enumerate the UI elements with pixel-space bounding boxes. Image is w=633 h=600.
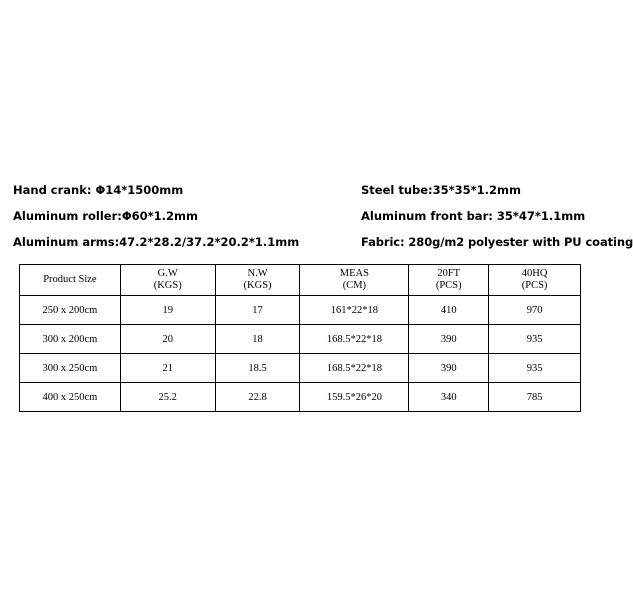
- cell-gross-weight: 25.2: [120, 383, 215, 412]
- packing-table: [19, 264, 581, 412]
- spec-hand-crank: Hand crank: Φ14*1500mm: [13, 183, 184, 197]
- header-product-size: [20, 265, 121, 296]
- header-label: N.W: [247, 268, 268, 279]
- cell-product-size: 250 x 200cm: [20, 296, 121, 325]
- cell-product-size: 400 x 250cm: [20, 383, 121, 412]
- cell-net-weight: 17: [215, 296, 300, 325]
- cell-20ft: 340: [409, 383, 489, 412]
- cell-20ft: 410: [409, 296, 489, 325]
- cell-gross-weight: 20: [120, 325, 215, 354]
- cell-40hq: 970: [489, 296, 581, 325]
- header-unit: (KGS): [153, 280, 182, 291]
- header-unit: (PCS): [521, 280, 548, 291]
- header-measurement: [300, 265, 409, 296]
- table-row: [20, 383, 581, 412]
- cell-net-weight: 18.5: [215, 354, 300, 383]
- cell-40hq: 935: [489, 354, 581, 383]
- header-net-weight: [215, 265, 300, 296]
- header-unit: (KGS): [243, 280, 272, 291]
- cell-gross-weight: 21: [120, 354, 215, 383]
- spec-aluminum-arms: Aluminum arms:47.2*28.2/37.2*20.2*1.1mm: [13, 235, 300, 249]
- cell-40hq: 785: [489, 383, 581, 412]
- cell-net-weight: 22.8: [215, 383, 300, 412]
- table-header-row: [20, 265, 581, 296]
- cell-measurement: 159.5*26*20: [300, 383, 409, 412]
- spec-fabric: Fabric: 280g/m2 polyester with PU coating: [361, 235, 633, 249]
- header-unit: (PCS): [435, 280, 462, 291]
- header-label: MEAS: [339, 268, 369, 279]
- header-label: Product Size: [43, 274, 97, 285]
- spec-steel-tube: Steel tube:35*35*1.2mm: [361, 183, 522, 197]
- header-label: G.W: [157, 268, 178, 279]
- table-row: [20, 296, 581, 325]
- header-unit: (CM): [342, 280, 367, 291]
- cell-gross-weight: 19: [120, 296, 215, 325]
- table-row: [20, 354, 581, 383]
- spec-aluminum-roller: Aluminum roller:Φ60*1.2mm: [13, 209, 198, 223]
- header-label: 20FT: [437, 268, 461, 279]
- cell-measurement: 168.5*22*18: [300, 354, 409, 383]
- cell-measurement: 168.5*22*18: [300, 325, 409, 354]
- header-label: 40HQ: [521, 268, 548, 279]
- cell-product-size: 300 x 200cm: [20, 325, 121, 354]
- table-row: [20, 325, 581, 354]
- cell-40hq: 935: [489, 325, 581, 354]
- cell-net-weight: 18: [215, 325, 300, 354]
- cell-20ft: 390: [409, 325, 489, 354]
- header-20ft: [409, 265, 489, 296]
- cell-product-size: 300 x 250cm: [20, 354, 121, 383]
- cell-measurement: 161*22*18: [300, 296, 409, 325]
- spec-aluminum-front-bar: Aluminum front bar: 35*47*1.1mm: [361, 209, 586, 223]
- cell-20ft: 390: [409, 354, 489, 383]
- header-gross-weight: [120, 265, 215, 296]
- header-40hq: [489, 265, 581, 296]
